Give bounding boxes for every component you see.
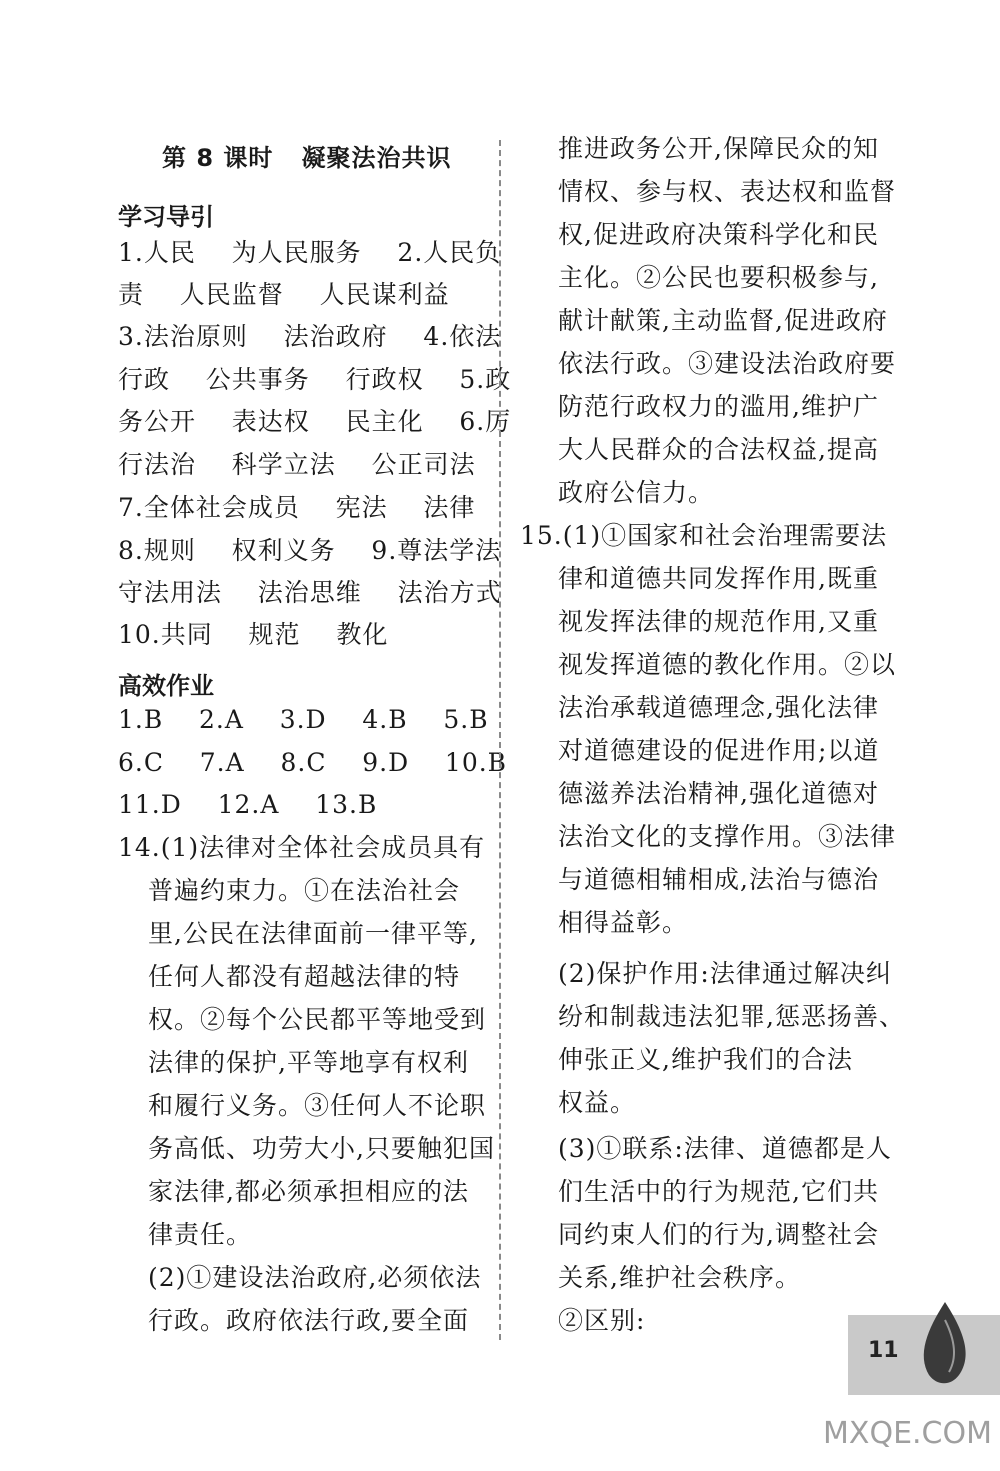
answer-line: 大人民群众的合法权益,提高 xyxy=(558,435,879,464)
answer-line: 行政 公共事务 行政权 5.政 xyxy=(118,365,512,394)
answer-line: (2)保护作用:法律通过解决纠 xyxy=(558,959,892,988)
answer-line: 律责任。 xyxy=(148,1220,253,1249)
answer-line: 防范行政权力的滥用,维护广 xyxy=(558,392,879,421)
answer-line: 11.D 12.A 13.B xyxy=(118,790,378,819)
answer-line: 普遍约束力。①在法治社会 xyxy=(148,876,461,905)
answer-line: 政府公信力。 xyxy=(558,478,715,507)
answer-line: 们生活中的行为规范,它们共 xyxy=(558,1177,879,1206)
lesson-title: 第 8 课时 凝聚法治共识 xyxy=(162,144,452,172)
answer-line: 权益。 xyxy=(558,1088,637,1117)
page-number: 11 xyxy=(868,1338,899,1363)
answer-line: 务高低、功劳大小,只要触犯国 xyxy=(148,1134,495,1163)
answer-line: 8.规则 权利义务 9.尊法学法 xyxy=(118,536,502,565)
answer-line: 里,公民在法律面前一律平等, xyxy=(148,919,478,948)
answer-line: (2)①建设法治政府,必须依法 xyxy=(148,1263,482,1292)
answer-line: 推进政务公开,保障民众的知 xyxy=(558,134,879,163)
answer-line: 纷和制裁违法犯罪,惩恶扬善、 xyxy=(558,1002,905,1031)
answer-line: 权。②每个公民都平等地受到 xyxy=(148,1005,487,1034)
answer-line: 关系,维护社会秩序。 xyxy=(558,1263,801,1292)
answer-line: (3)①联系:法律、道德都是人 xyxy=(558,1134,892,1163)
answer-line: 务公开 表达权 民主化 6.厉 xyxy=(118,407,512,436)
answer-line: 相得益彰。 xyxy=(558,908,689,937)
answer-line: 法治承载道德理念,强化法律 xyxy=(558,693,879,722)
answer-line: 视发挥道德的教化作用。②以 xyxy=(558,650,897,679)
answer-line: 3.法治原则 法治政府 4.依法 xyxy=(118,322,502,351)
answer-line: 1.B 2.A 3.D 4.B 5.B xyxy=(118,705,489,734)
answer-line: 伸张正义,维护我们的合法 xyxy=(558,1045,853,1074)
answer-line: 6.C 7.A 8.C 9.D 10.B xyxy=(118,748,508,777)
answer-line: 和履行义务。③任何人不论职 xyxy=(148,1091,487,1120)
answer-line: 献计献策,主动监督,促进政府 xyxy=(558,306,888,335)
answer-line: 依法行政。③建设法治政府要 xyxy=(558,349,897,378)
answer-line: 情权、参与权、表达权和监督 xyxy=(558,177,897,206)
answer-line: 律和道德共同发挥作用,既重 xyxy=(558,564,879,593)
answer-line: 对道德建设的促进作用;以道 xyxy=(558,736,880,765)
answer-line: 10.共同 规范 教化 xyxy=(118,620,389,649)
answer-line: 与道德相辅相成,法治与德治 xyxy=(558,865,879,894)
answer-line: 法治文化的支撑作用。③法律 xyxy=(558,822,897,851)
answer-line: ②区别: xyxy=(558,1306,646,1335)
answer-line: 14.(1)法律对全体社会成员具有 xyxy=(118,833,486,862)
answer-line: 德滋养法治精神,强化道德对 xyxy=(558,779,879,808)
answer-line: 同约束人们的行为,调整社会 xyxy=(558,1220,879,1249)
answer-line: 权,促进政府决策科学化和民 xyxy=(558,220,879,249)
answer-line: 责 人民监督 人民谋利益 xyxy=(118,280,450,309)
column-divider xyxy=(499,140,501,1340)
leaf-icon xyxy=(915,1300,975,1390)
watermark: MXQE.COM xyxy=(823,1416,992,1451)
answer-line: 任何人都没有超越法律的特 xyxy=(148,962,461,991)
section-heading-study-guide: 学习导引 xyxy=(118,203,214,231)
answer-line: 主化。②公民也要积极参与, xyxy=(558,263,879,292)
answer-line: 行政。政府依法行政,要全面 xyxy=(148,1306,469,1335)
answer-line: 法律的保护,平等地享有权利 xyxy=(148,1048,469,1077)
answer-line: 15.(1)①国家和社会治理需要法 xyxy=(520,521,888,550)
answer-line: 视发挥法律的规范作用,又重 xyxy=(558,607,879,636)
answer-line: 1.人民 为人民服务 2.人民负 xyxy=(118,238,502,267)
answer-line: 守法用法 法治思维 法治方式 xyxy=(118,578,502,607)
answer-line: 家法律,都必须承担相应的法 xyxy=(148,1177,469,1206)
answer-line: 行法治 科学立法 公正司法 xyxy=(118,450,476,479)
section-heading-homework: 高效作业 xyxy=(118,672,214,700)
answer-line: 7.全体社会成员 宪法 法律 xyxy=(118,493,476,522)
